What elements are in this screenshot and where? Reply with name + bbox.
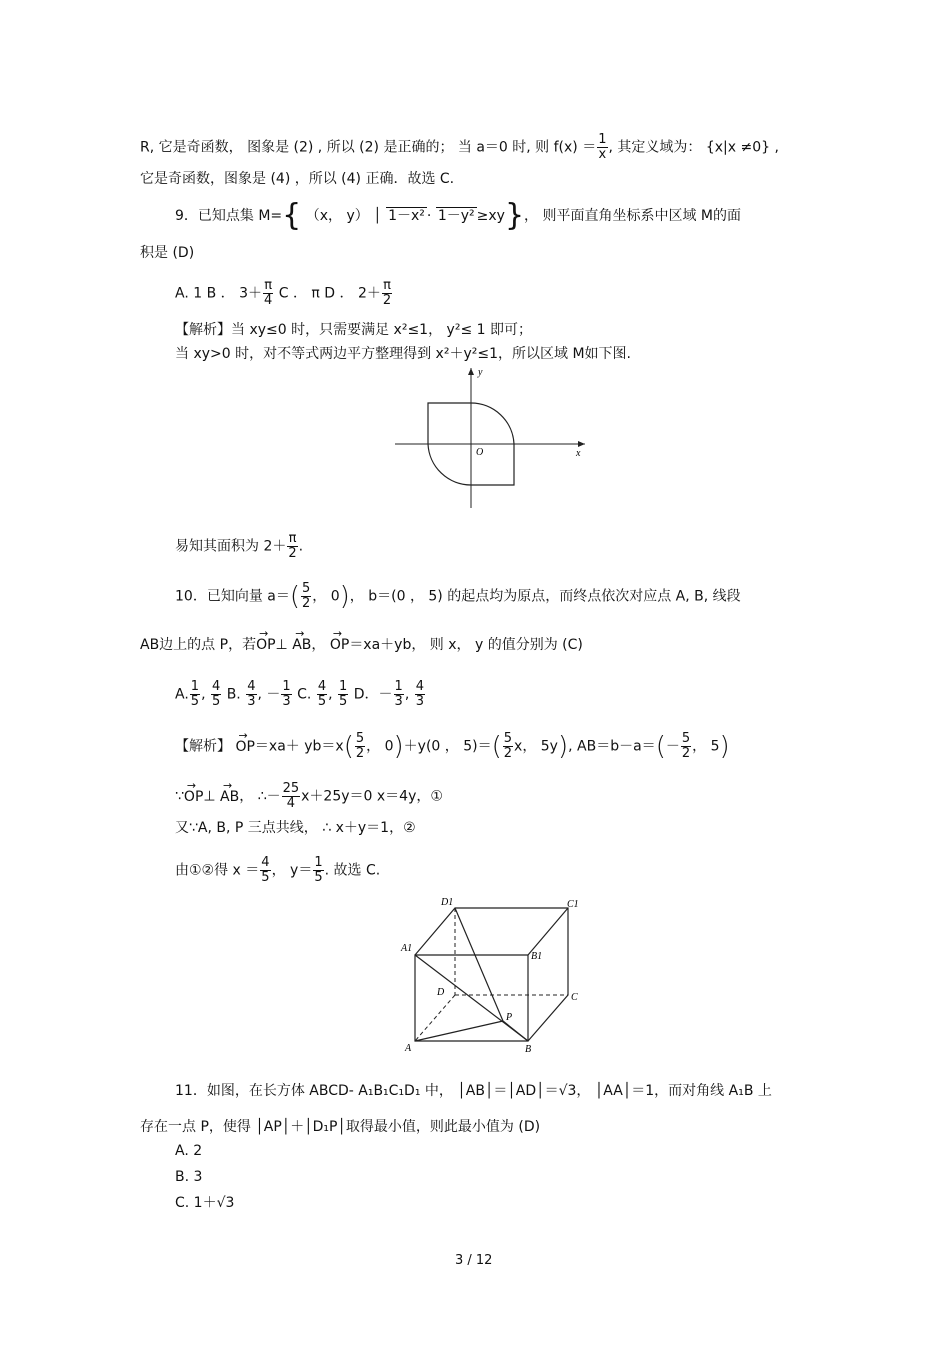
y-axis-label: y bbox=[478, 367, 483, 378]
question-9-stem: 9．已知点集 M={ （x， y） │ 1－x² · 1－y² ≥xy}， 则平面直角坐标系中区域 M的面 bbox=[175, 198, 742, 233]
q9-part-a: 9．已知点集 M= bbox=[175, 208, 283, 224]
q10-sol-e: , AB bbox=[568, 738, 597, 755]
x-axis-label: x bbox=[576, 448, 581, 459]
line1-part-a: R, 它是奇函数， 图象是 (2) , 所以 (2) 是正确的； 当 a＝0 时, 则 f(x) ＝ bbox=[140, 139, 597, 156]
q9-options: A. 1 B ． 3＋ $\frac{\pi}{4}$ C ． π D ． 2＋ $\frac{\pi}{2}$ bbox=[175, 278, 392, 308]
q9-stem-end: 积是 (D) bbox=[140, 245, 195, 261]
q9-option-ab: A. 1 B ． 3＋ bbox=[175, 285, 263, 302]
q9-part-b: （x， y） bbox=[305, 208, 369, 224]
q9-part-d: ， 则平面直角坐标系中区域 M的面 bbox=[524, 208, 742, 224]
label-A1: A1 bbox=[401, 943, 413, 954]
q10-solution-1: 【解析】 → OP＝xa＋ yb＝x( $\frac{5}{2}$ ， 0)＋y(0 ， 5)＝( $\frac{5}{2}$ x， 5y), AB＝b－a＝(－ $\frac{5}{2}$ ， 5) bbox=[175, 732, 730, 761]
q9-option-cd: C ． π D ． 2＋ bbox=[274, 285, 381, 302]
q10-part-a: 10．已知向量 a＝ bbox=[175, 588, 290, 605]
question-10-stem: 10．已知向量 a＝( $\frac{5}{2}$ ， 0)， b＝(0 ， 5) 的起点均为原点，而终点依次对应点 A, B, 线段 bbox=[175, 581, 741, 612]
q10-l2-a: ∵ bbox=[175, 788, 184, 805]
text-line-2: 它是奇函数，图象是 (4) ，所以 (4) 正确．故选 C. bbox=[140, 171, 455, 187]
q10-l4-a: 由①②得 x ＝ bbox=[175, 862, 260, 879]
label-D1: D1 bbox=[441, 897, 454, 908]
q10-part-b: ， b＝(0 ， 5) 的起点均为原点，而终点依次对应点 A, B, 线段 bbox=[349, 588, 741, 605]
line1-part-b: , 其定义域为： {x|x ≠0} , bbox=[608, 139, 779, 156]
q11-option-c: C. 1＋√3 bbox=[175, 1195, 235, 1211]
label-A: A bbox=[405, 1043, 412, 1054]
q10-sol-b: ＝xa＋ yb＝x bbox=[254, 738, 344, 755]
label-B: B bbox=[525, 1044, 532, 1055]
q10-l4-c: . 故选 C. bbox=[324, 862, 381, 879]
q10-part-d: ＝xa＋yb， 则 x， y 的值分别为 (C) bbox=[349, 637, 583, 653]
q10-part-c: AB边上的点 P，若 bbox=[140, 637, 257, 653]
q10-options: A. $\frac{1}{5}$ , $\frac{4}{5}$ B. $\frac{4}{3}$ , － $\frac{1}{3}$ C. $\frac{4}{5}$ , $\frac{1}{5}$ D．－ $\frac{1}{3}$ , $\frac{4}{3}$ bbox=[175, 679, 424, 709]
q9-solution-1: 【解析】当 xy≤0 时，只需要满足 x²≤1， y²≤ 1 即可； bbox=[175, 322, 532, 338]
q9-solution-2: 当 xy>0 时，对不等式两边平方整理得到 x²＋y²≤1，所以区域 M如下图. bbox=[175, 346, 631, 362]
label-D: D bbox=[437, 987, 445, 998]
q9-part-c: ≥xy bbox=[476, 208, 505, 224]
q10-option-a: A. bbox=[175, 686, 189, 703]
q10-sol-c: ＋y(0 ， 5)＝ bbox=[403, 738, 492, 755]
fraction-1-over-x: $\frac{1}{x}$ bbox=[598, 132, 607, 162]
label-B1: B1 bbox=[531, 951, 543, 962]
question-11-stem: 11．如图，在长方体 ABCD- A₁B₁C₁D₁ 中， │AB│＝│AD│＝√3， │AA│＝1，而对角线 A₁B 上 bbox=[175, 1083, 772, 1099]
question-11-stem-2: 存在一点 P，使得 │AP│＋│D₁P│取得最小值，则此最小值为 (D) bbox=[140, 1119, 541, 1135]
text-line-1 bbox=[140, 133, 779, 162]
origin-label: O bbox=[476, 447, 484, 458]
q10-l2-c: x＋25y＝0 x＝4y，① bbox=[301, 788, 443, 805]
q9-area: 易知其面积为 2＋ $\frac{\pi}{2}$ . bbox=[175, 531, 304, 561]
q10-sol-label: 【解析】 bbox=[175, 738, 231, 755]
q10-solution-3: 又∵A, B, P 三点共线， ∴ x＋y＝1，② bbox=[175, 820, 416, 836]
label-P: P bbox=[506, 1012, 513, 1023]
q11-option-a: A. 2 bbox=[175, 1143, 203, 1159]
q10-stem-2: AB边上的点 P，若→ OP⊥ → AB， → OP＝xa＋yb， 则 x， y 的值分别为 (C) bbox=[140, 636, 583, 654]
label-C1: C1 bbox=[567, 899, 579, 910]
q10-l4-b: ， y＝ bbox=[271, 862, 313, 879]
label-C: C bbox=[571, 992, 578, 1003]
q10-l2-b: ， ∴－ bbox=[239, 788, 281, 805]
cuboid-figure bbox=[395, 893, 590, 1058]
q10-solution-2: ∵→ OP⊥ → AB， ∴－ $\frac{25}{4}$ x＋25y＝0 x＝4y，① bbox=[175, 782, 443, 811]
region-m-figure bbox=[390, 365, 590, 510]
q10-sol-f: ＝b－a＝ bbox=[596, 738, 656, 755]
q10-solution-4: 由①②得 x ＝ $\frac{4}{5}$ ， y＝ $\frac{1}{5}$ . 故选 C. bbox=[175, 855, 381, 885]
q9-area-text: 易知其面积为 2＋ bbox=[175, 538, 287, 555]
q10-sol-d: x， 5y bbox=[514, 738, 558, 755]
q11-option-b: B. 3 bbox=[175, 1169, 203, 1185]
page-number: 3 / 12 bbox=[455, 1253, 493, 1268]
